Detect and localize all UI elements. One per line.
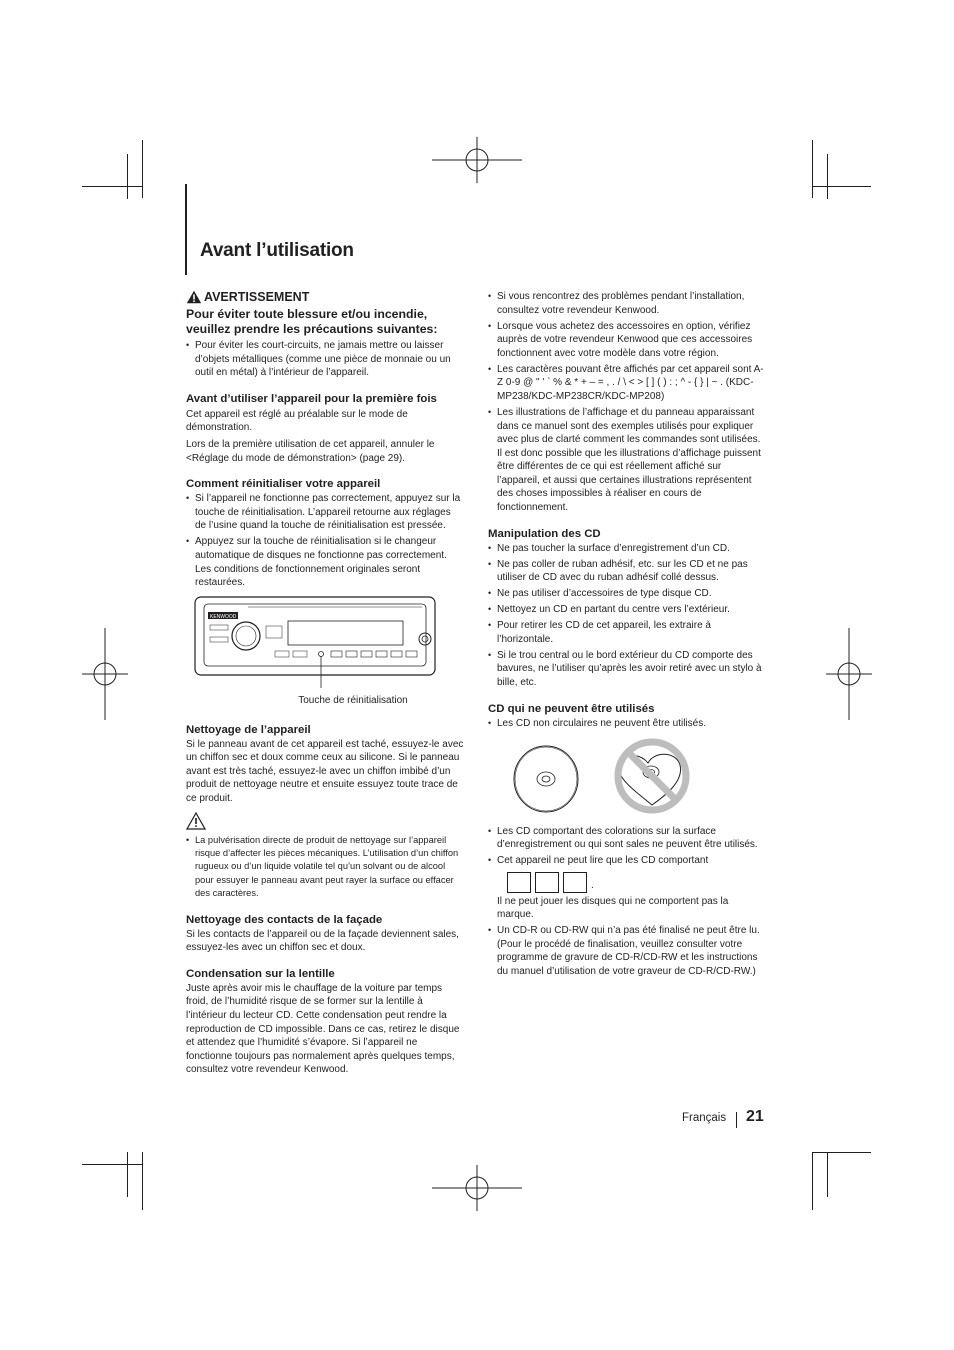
registration-mark-bottom	[432, 1165, 522, 1211]
footer-separator	[736, 1112, 737, 1128]
list-item: • Si le trou central ou le bord extérieur du CD comporte des bavures, ne l’utiliser qu’après les avoir retiré avec un stylo à bille, etc.	[488, 649, 766, 690]
condensation-paragraph: Juste après avoir mis le chauffage de la voiture par temps froid, de l’humidité risque de se former sur la lentille à l’intérieur du lecteur CD. Cette condensation peut rendre la reproduction de CD impossible. Dans ce cas, retirez le disque et attendez que l’humidité s’évapore. Si l’appareil ne fonctionne toujours pas normalement après quelques temps, consultez votre revendeur Kenwood.	[186, 982, 460, 1076]
list-item: • Les caractères pouvant être affichés par cet appareil sont A-Z 0-9 @ " ' ` % & * + – = , . / \ < > [ ] ( ) : ; ^ - { } | ~ . (KDC-MP238/KDC-MP238CR/KDC-MP208)	[488, 363, 766, 404]
handling-list	[488, 542, 766, 690]
registration-mark-top	[432, 137, 522, 183]
page-title: Avant l’utilisation	[200, 240, 354, 261]
unusable-heading: CD qui ne peuvent être utilisés	[488, 702, 655, 715]
reset-heading: Comment réinitialiser votre appareil	[186, 478, 381, 491]
warning-list	[186, 339, 464, 380]
left-column	[186, 290, 464, 1077]
title-bar	[185, 184, 187, 275]
general-list	[488, 290, 766, 515]
first-use-paragraph: Lors de la première utilisation de cet appareil, annuler le <Réglage du mode de démonstration> (page 29).	[186, 438, 435, 464]
caution-triangle-icon	[186, 812, 206, 830]
list-item: • Ne pas utiliser d’accessoires de type disque CD.	[488, 587, 766, 601]
unusable-list	[488, 717, 766, 731]
condensation-heading: Condensation sur la lentille	[186, 967, 335, 980]
page-number: 21	[746, 1108, 764, 1125]
cleaning-paragraph: Si le panneau avant de cet appareil est taché, essuyez-le avec un chiffon sec et doux comme ceux au silicone. Si le panneau avant est très taché, essuyez-le avec un chiffon imbibé d’un produit de nettoyage neutre et ensuite essuyez toute trace de ce produit.	[186, 738, 464, 805]
contacts-paragraph: Si les contacts de l’appareil ou de la façade deviennent sales, essuyez-les avec un chiffon sec et doux.	[186, 928, 459, 954]
footer-language: Français	[682, 1112, 727, 1124]
contacts-heading: Nettoyage des contacts de la façade	[186, 913, 383, 926]
compact-disc-rewritable-logo-icon	[563, 872, 587, 893]
list-item	[488, 854, 766, 922]
first-use-paragraph: Cet appareil est réglé au préalable sur le mode de démonstration.	[186, 408, 408, 434]
compact-disc-recordable-logo-icon	[535, 872, 559, 893]
compact-disc-logos	[507, 872, 766, 893]
compact-disc-logo-icon	[507, 872, 531, 893]
right-column	[488, 290, 766, 981]
handling-heading: Manipulation des CD	[488, 527, 601, 540]
non-circular-cd-illustration	[488, 733, 766, 821]
warning-triangle-icon	[186, 290, 202, 304]
list-item: • Les illustrations de l’affichage et du panneau apparaissant dans ce manuel sont des exemples utilisés pour expliquer avec plus de clarté comment les commandes sont utilisées. Il est donc possible que les illustrations d’affichage puissent être différentes de ce qui est réellement affiché sur l’appareil, et aussi que certaines illustrations représentent des choses impossibles à réaliser en cours de fonctionnement.	[488, 406, 766, 515]
logo-dot: .	[591, 880, 594, 892]
list-item: • Nettoyez un CD en partant du centre vers l’extérieur.	[488, 603, 766, 617]
list-item: • Les CD comportant des colorations sur la surface d’enregistrement ou qui sont sales ne peuvent être utilisés.	[488, 825, 766, 852]
registration-mark-right	[826, 628, 872, 720]
list-item: • La pulvérisation directe de produit de nettoyage sur l’appareil risque d’affecter les pièces mécaniques. L’utilisation d’un chiffon rugueux ou d’un liquide volatile tel qu’un solvant ou de alcool pour essuyer le panneau avant peut rayer la surface ou effacer des caractères.	[186, 834, 464, 901]
list-item: • Un CD-R ou CD-RW qui n’a pas été finalisé ne peut être lu. (Pour le procédé de finalisation, veuillez consulter votre programme de gravure de CD-R/CD-RW et les instructions du manuel d’utilisation de votre graveur de CD-R/CD-RW.)	[488, 924, 766, 978]
logo-requirement-text: Cet appareil ne peut lire que les CD comportant	[497, 855, 709, 867]
warning-heading-text: AVERTISSEMENT	[204, 290, 310, 304]
first-use-heading: Avant d’utiliser l’appareil pour la première fois	[186, 392, 437, 405]
car-stereo-illustration	[186, 592, 464, 702]
list-item: • Ne pas toucher la surface d’enregistrement d’un CD.	[488, 542, 766, 556]
list-item: • Les CD non circulaires ne peuvent être utilisés.	[488, 717, 766, 731]
warning-subheading: Pour éviter toute blessure et/ou incendie, veuillez prendre les précautions suivantes:	[186, 307, 438, 336]
list-item: • Pour retirer les CD de cet appareil, les extraire à l’horizontale.	[488, 619, 766, 646]
logo-requirement-note: Il ne peut jouer les disques qui ne comportent pas la marque.	[497, 895, 729, 921]
unusable-list-continued	[488, 825, 766, 979]
figure-caption: Touche de réinitialisation	[298, 695, 408, 707]
list-item: • Si l’appareil ne fonctionne pas correctement, appuyez sur la touche de réinitialisation. L’appareil retourne aux réglages de l’usine quand la touche de réinitialisation est pressée.	[186, 492, 464, 533]
car-stereo-figure	[186, 592, 464, 702]
list-item: • Si vous rencontrez des problèmes pendant l’installation, consultez votre revendeur Kenwood.	[488, 290, 766, 317]
list-item: • Ne pas coller de ruban adhésif, etc. sur les CD et ne pas utiliser de CD avec du ruban adhésif collé dessus.	[488, 558, 766, 585]
caution-list	[186, 834, 464, 901]
warning-heading	[186, 290, 464, 304]
registration-mark-left	[82, 628, 128, 720]
list-item: • Pour éviter les court-circuits, ne jamais mettre ou laisser d’objets métalliques (comme une pièce de monnaie ou un outil en métal) à l’intérieur de l’appareil.	[186, 339, 464, 380]
list-item: • Appuyez sur la touche de réinitialisation si le changeur automatique de disques ne fonctionne pas correctement. Les conditions de fonctionnement originales seront restaurées.	[186, 535, 464, 589]
cleaning-heading: Nettoyage de l’appareil	[186, 723, 311, 736]
reset-list	[186, 492, 464, 590]
list-item: • Lorsque vous achetez des accessoires en option, vérifiez auprès de votre revendeur Kenwood que ces accessoires fonctionnent avec votre modèle dans votre région.	[488, 320, 766, 361]
brand-logo: KENWOOD	[210, 614, 237, 621]
